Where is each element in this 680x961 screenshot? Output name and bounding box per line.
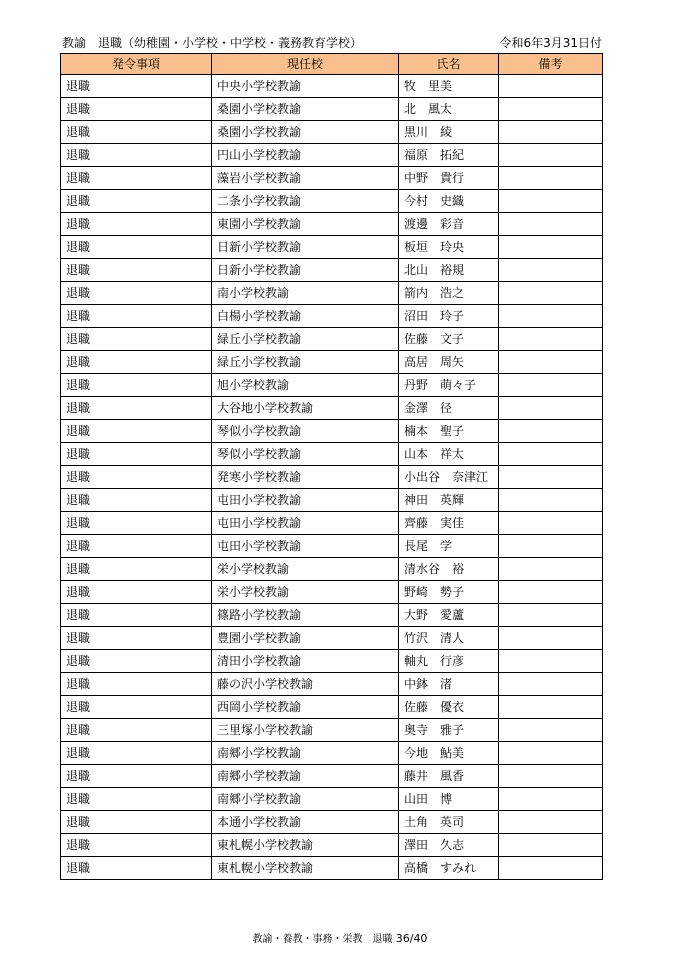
table-row — [61, 650, 603, 673]
table-row — [61, 282, 603, 305]
cell-note — [499, 374, 603, 397]
cell-school: 南郷小学校教諭 — [212, 788, 399, 811]
table-row — [61, 558, 603, 581]
table-row — [61, 305, 603, 328]
cell-action: 退職 — [61, 190, 212, 213]
cell-school: 東札幌小学校教諭 — [212, 857, 399, 880]
cell-name: 齊藤 実佳 — [399, 512, 499, 535]
cell-note — [499, 558, 603, 581]
table-row — [61, 489, 603, 512]
cell-name: 板垣 玲央 — [399, 236, 499, 259]
cell-action: 退職 — [61, 765, 212, 788]
cell-note — [499, 98, 603, 121]
cell-name: 箭内 浩之 — [399, 282, 499, 305]
cell-name: 北 風太 — [399, 98, 499, 121]
cell-note — [499, 190, 603, 213]
cell-action: 退職 — [61, 121, 212, 144]
cell-name: 長尾 学 — [399, 535, 499, 558]
cell-school: 三里塚小学校教諭 — [212, 719, 399, 742]
cell-note — [499, 351, 603, 374]
table-row — [61, 397, 603, 420]
cell-note — [499, 512, 603, 535]
cell-note — [499, 696, 603, 719]
cell-note — [499, 328, 603, 351]
table-row — [61, 374, 603, 397]
cell-action: 退職 — [61, 834, 212, 857]
cell-action: 退職 — [61, 627, 212, 650]
cell-name: 山田 博 — [399, 788, 499, 811]
cell-action: 退職 — [61, 811, 212, 834]
cell-school: 東札幌小学校教諭 — [212, 834, 399, 857]
cell-name: 牧 里美 — [399, 75, 499, 98]
table-row — [61, 535, 603, 558]
page-number: 36/40 — [395, 932, 428, 945]
cell-name: 北山 裕規 — [399, 259, 499, 282]
cell-note — [499, 673, 603, 696]
cell-school: 桑園小学校教諭 — [212, 121, 399, 144]
table-row — [61, 121, 603, 144]
cell-name: 中鉢 渚 — [399, 673, 499, 696]
column-header-note: 備考 — [499, 54, 603, 75]
document-title: 教諭 退職（幼稚園・小学校・中学校・義務教育学校） — [62, 36, 363, 50]
cell-note — [499, 305, 603, 328]
cell-note — [499, 236, 603, 259]
cell-name: 竹沢 清人 — [399, 627, 499, 650]
cell-name: 山本 祥太 — [399, 443, 499, 466]
footer-label: 教諭・養教・事務・栄教 退職 — [252, 934, 393, 945]
cell-school: 発寒小学校教諭 — [212, 466, 399, 489]
table-row — [61, 144, 603, 167]
cell-name: 高橋 すみれ — [399, 857, 499, 880]
cell-name: 今地 鮎美 — [399, 742, 499, 765]
cell-note — [499, 581, 603, 604]
cell-action: 退職 — [61, 489, 212, 512]
cell-action: 退職 — [61, 650, 212, 673]
cell-name: 土角 英司 — [399, 811, 499, 834]
column-header-school: 現任校 — [212, 54, 399, 75]
column-header-action: 発令事項 — [61, 54, 212, 75]
cell-action: 退職 — [61, 282, 212, 305]
cell-school: 緑丘小学校教諭 — [212, 351, 399, 374]
cell-note — [499, 466, 603, 489]
cell-note — [499, 213, 603, 236]
cell-name: 楠本 聖子 — [399, 420, 499, 443]
cell-school: 藤の沢小学校教諭 — [212, 673, 399, 696]
table-row — [61, 167, 603, 190]
table-row — [61, 696, 603, 719]
table-row — [61, 351, 603, 374]
cell-name: 清水谷 裕 — [399, 558, 499, 581]
cell-note — [499, 75, 603, 98]
cell-school: 旭小学校教諭 — [212, 374, 399, 397]
cell-note — [499, 834, 603, 857]
cell-school: 藻岩小学校教諭 — [212, 167, 399, 190]
cell-school: 緑丘小学校教諭 — [212, 328, 399, 351]
cell-name: 渡邊 彩音 — [399, 213, 499, 236]
table-row — [61, 236, 603, 259]
cell-name: 小出谷 奈津江 — [399, 466, 499, 489]
cell-action: 退職 — [61, 719, 212, 742]
cell-school: 屯田小学校教諭 — [212, 489, 399, 512]
cell-note — [499, 397, 603, 420]
table-row — [61, 627, 603, 650]
cell-action: 退職 — [61, 604, 212, 627]
cell-action: 退職 — [61, 535, 212, 558]
cell-action: 退職 — [61, 75, 212, 98]
cell-school: 琴似小学校教諭 — [212, 420, 399, 443]
table-row — [61, 834, 603, 857]
cell-school: 白楊小学校教諭 — [212, 305, 399, 328]
table-row — [61, 788, 603, 811]
cell-note — [499, 742, 603, 765]
cell-name: 野崎 勢子 — [399, 581, 499, 604]
cell-note — [499, 788, 603, 811]
cell-name: 沼田 玲子 — [399, 305, 499, 328]
cell-name: 金澤 径 — [399, 397, 499, 420]
table-row — [61, 98, 603, 121]
table-row — [61, 75, 603, 98]
cell-school: 屯田小学校教諭 — [212, 512, 399, 535]
cell-note — [499, 857, 603, 880]
cell-action: 退職 — [61, 167, 212, 190]
cell-name: 佐藤 優衣 — [399, 696, 499, 719]
table-body — [61, 75, 603, 880]
cell-action: 退職 — [61, 742, 212, 765]
cell-action: 退職 — [61, 259, 212, 282]
table-row — [61, 213, 603, 236]
cell-note — [499, 144, 603, 167]
cell-action: 退職 — [61, 696, 212, 719]
cell-note — [499, 604, 603, 627]
cell-name: 神田 英輝 — [399, 489, 499, 512]
cell-school: 西岡小学校教諭 — [212, 696, 399, 719]
cell-action: 退職 — [61, 673, 212, 696]
retirement-table — [60, 53, 603, 880]
cell-school: 東園小学校教諭 — [212, 213, 399, 236]
cell-action: 退職 — [61, 374, 212, 397]
table-row — [61, 190, 603, 213]
cell-action: 退職 — [61, 397, 212, 420]
table-row — [61, 466, 603, 489]
cell-school: 日新小学校教諭 — [212, 236, 399, 259]
cell-note — [499, 420, 603, 443]
cell-school: 清田小学校教諭 — [212, 650, 399, 673]
cell-action: 退職 — [61, 236, 212, 259]
cell-note — [499, 282, 603, 305]
cell-action: 退職 — [61, 443, 212, 466]
table-row — [61, 420, 603, 443]
cell-school: 円山小学校教諭 — [212, 144, 399, 167]
cell-action: 退職 — [61, 305, 212, 328]
cell-name: 高居 周矢 — [399, 351, 499, 374]
cell-note — [499, 627, 603, 650]
cell-note — [499, 489, 603, 512]
effective-date: 令和6年3月31日付 — [499, 36, 602, 50]
cell-school: 二条小学校教諭 — [212, 190, 399, 213]
cell-action: 退職 — [61, 558, 212, 581]
table-row — [61, 742, 603, 765]
cell-action: 退職 — [61, 351, 212, 374]
cell-note — [499, 650, 603, 673]
table-row — [61, 857, 603, 880]
cell-action: 退職 — [61, 466, 212, 489]
cell-note — [499, 259, 603, 282]
cell-note — [499, 765, 603, 788]
table-row — [61, 512, 603, 535]
cell-school: 中央小学校教諭 — [212, 75, 399, 98]
table-row — [61, 765, 603, 788]
cell-school: 屯田小学校教諭 — [212, 535, 399, 558]
cell-name: 澤田 久志 — [399, 834, 499, 857]
cell-school: 南小学校教諭 — [212, 282, 399, 305]
cell-name: 奥寺 雅子 — [399, 719, 499, 742]
table-row — [61, 581, 603, 604]
column-header-name: 氏名 — [399, 54, 499, 75]
cell-school: 琴似小学校教諭 — [212, 443, 399, 466]
cell-action: 退職 — [61, 144, 212, 167]
cell-note — [499, 443, 603, 466]
cell-action: 退職 — [61, 788, 212, 811]
cell-action: 退職 — [61, 581, 212, 604]
table-row — [61, 443, 603, 466]
cell-school: 篠路小学校教諭 — [212, 604, 399, 627]
cell-school: 桑園小学校教諭 — [212, 98, 399, 121]
cell-school: 大谷地小学校教諭 — [212, 397, 399, 420]
cell-school: 南郷小学校教諭 — [212, 742, 399, 765]
cell-note — [499, 535, 603, 558]
page-header — [62, 35, 602, 51]
cell-action: 退職 — [61, 420, 212, 443]
cell-action: 退職 — [61, 328, 212, 351]
cell-action: 退職 — [61, 512, 212, 535]
cell-action: 退職 — [61, 857, 212, 880]
table-row — [61, 259, 603, 282]
table-row — [61, 811, 603, 834]
cell-name: 軸丸 行彦 — [399, 650, 499, 673]
cell-note — [499, 811, 603, 834]
cell-name: 中野 貴行 — [399, 167, 499, 190]
cell-name: 大野 愛蘆 — [399, 604, 499, 627]
table-row — [61, 673, 603, 696]
cell-name: 丹野 萌々子 — [399, 374, 499, 397]
cell-school: 栄小学校教諭 — [212, 581, 399, 604]
cell-note — [499, 167, 603, 190]
cell-note — [499, 719, 603, 742]
cell-school: 栄小学校教諭 — [212, 558, 399, 581]
cell-action: 退職 — [61, 98, 212, 121]
cell-name: 福原 拓紀 — [399, 144, 499, 167]
cell-school: 本通小学校教諭 — [212, 811, 399, 834]
table-row — [61, 719, 603, 742]
cell-school: 南郷小学校教諭 — [212, 765, 399, 788]
cell-action: 退職 — [61, 213, 212, 236]
cell-name: 藤井 風香 — [399, 765, 499, 788]
cell-name: 佐藤 文子 — [399, 328, 499, 351]
page-footer — [0, 932, 680, 947]
table-row — [61, 328, 603, 351]
table-row — [61, 604, 603, 627]
cell-name: 今村 史織 — [399, 190, 499, 213]
table-header-row — [61, 54, 603, 75]
cell-name: 黒川 綾 — [399, 121, 499, 144]
cell-note — [499, 121, 603, 144]
cell-school: 豊園小学校教諭 — [212, 627, 399, 650]
cell-school: 日新小学校教諭 — [212, 259, 399, 282]
